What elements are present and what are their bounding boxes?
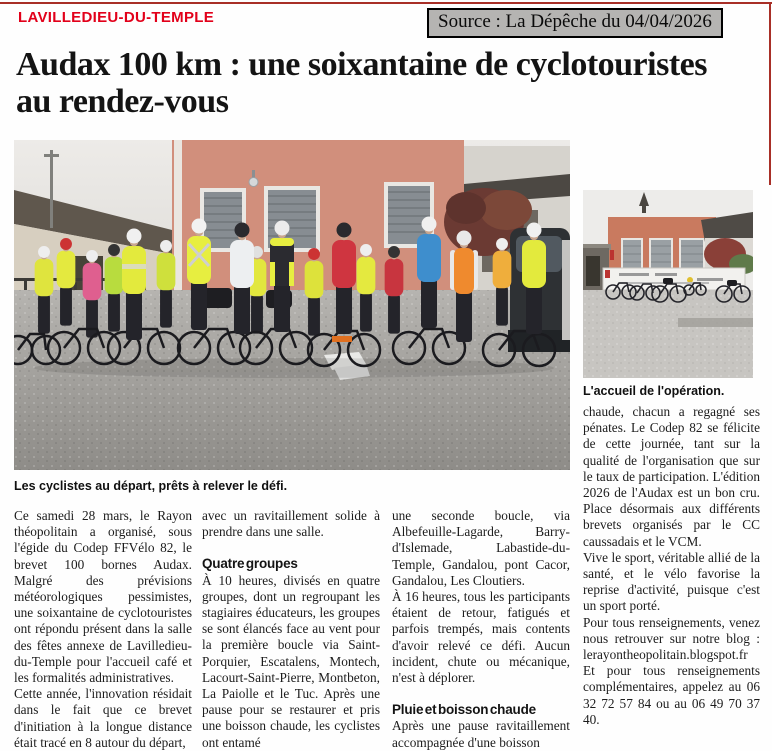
section-subhead: Quatre groupes <box>202 556 298 572</box>
main-photo-caption: Les cyclistes au départ, prêts à relever le défi. <box>14 479 288 493</box>
article-headline: Audax 100 km : une soixantaine de cyclotouristes au rendez-vous <box>16 46 707 120</box>
side-photo-caption: L'accueil de l'opération. <box>583 384 725 398</box>
main-photo <box>14 140 570 470</box>
section-kicker: LAVILLEDIEU-DU-TEMPLE <box>18 9 215 26</box>
article-paragraph: Ce samedi 28 mars, le Rayon théopolitain a organisé, sous l'égide du Codep FFVélo 82, le brevet 100 bornes Audax. Malgré des prévisions météorologiques pessimistes, une soixantaine de cyclotouristes ont répondu présent dans la salle des fêtes annexe de Lavilledieu-du-Temple pour l'accueil café et les formalités administratives. <box>14 508 192 686</box>
article-paragraph: une seconde boucle, via Albefeuille-Lagarde, Barry-d'Islemade, Labastide-du-Temple, Gandalou, pont Cacor, Gandalou, Les Cloutiers. <box>392 508 570 588</box>
article-paragraph: À 16 heures, tous les participants étaient de retour, fatigués et parfois trempés, mais contents d'avoir relevé ce défi. Aucun incident, chute ou mécanique, n'est à déplorer. <box>392 589 570 686</box>
source-box: Source : La Dépêche du 04/04/2026 <box>427 8 723 38</box>
side-photo <box>583 190 753 378</box>
article-paragraph: Cette année, l'innovation résidait dans le fait que ce brevet d'initiation à la longue distance était tracé en 8 autour du départ, <box>14 686 192 750</box>
top-red-rule <box>0 2 772 4</box>
article-column-4 <box>583 404 760 751</box>
article-paragraph: Et pour tous renseignements complémentaires, appelez au 06 32 72 57 84 ou au 06 49 70 37 40. <box>583 663 760 727</box>
article-paragraph: avec un ravitaillement solide à prendre dans une salle. <box>202 508 380 540</box>
right-red-rule <box>769 2 771 185</box>
article-column-1 <box>14 508 192 751</box>
article-column-2 <box>202 508 380 751</box>
article-paragraph: Vive le sport, véritable allié de la santé, et le vélo favorise la reprise d'activité, puisque c'est un sport porté. <box>583 549 760 614</box>
main-photo-illustration <box>14 140 570 470</box>
section-subhead: Pluie et boisson chaude <box>392 702 536 718</box>
article-paragraph: Après une pause ravitaillement accompagnée d'une boisson <box>392 718 570 750</box>
article-paragraph: chaude, chacun a regagné ses pénates. Le Codep 82 se félicite de cette journée, tant sur la qualité de l'organisation que sur le taux de participation. L'édition 2026 de l'Audax est un bon cru. Place désormais aux différents brevets organisés par le CC caussadais et le VCM. <box>583 404 760 549</box>
article-paragraph: À 10 heures, divisés en quatre groupes, dont un regroupant les stagiaires éducateurs, les groupes se sont élancés face au vent pour la première boucle via Saint-Porquier, Escatalens, Montech, Lacourt-Saint-Pierre, Montbeton, La Paiolle et le Tuc. Après une pause pour se restaurer et pris une boisson chaude, les cyclistes ont entamé <box>202 572 380 750</box>
article-column-3 <box>392 508 570 751</box>
side-photo-illustration <box>583 190 753 378</box>
article-paragraph: Pour tous renseignements, venez nous retrouver sur notre blog : lerayontheopolitain.blogspot.fr <box>583 614 760 663</box>
